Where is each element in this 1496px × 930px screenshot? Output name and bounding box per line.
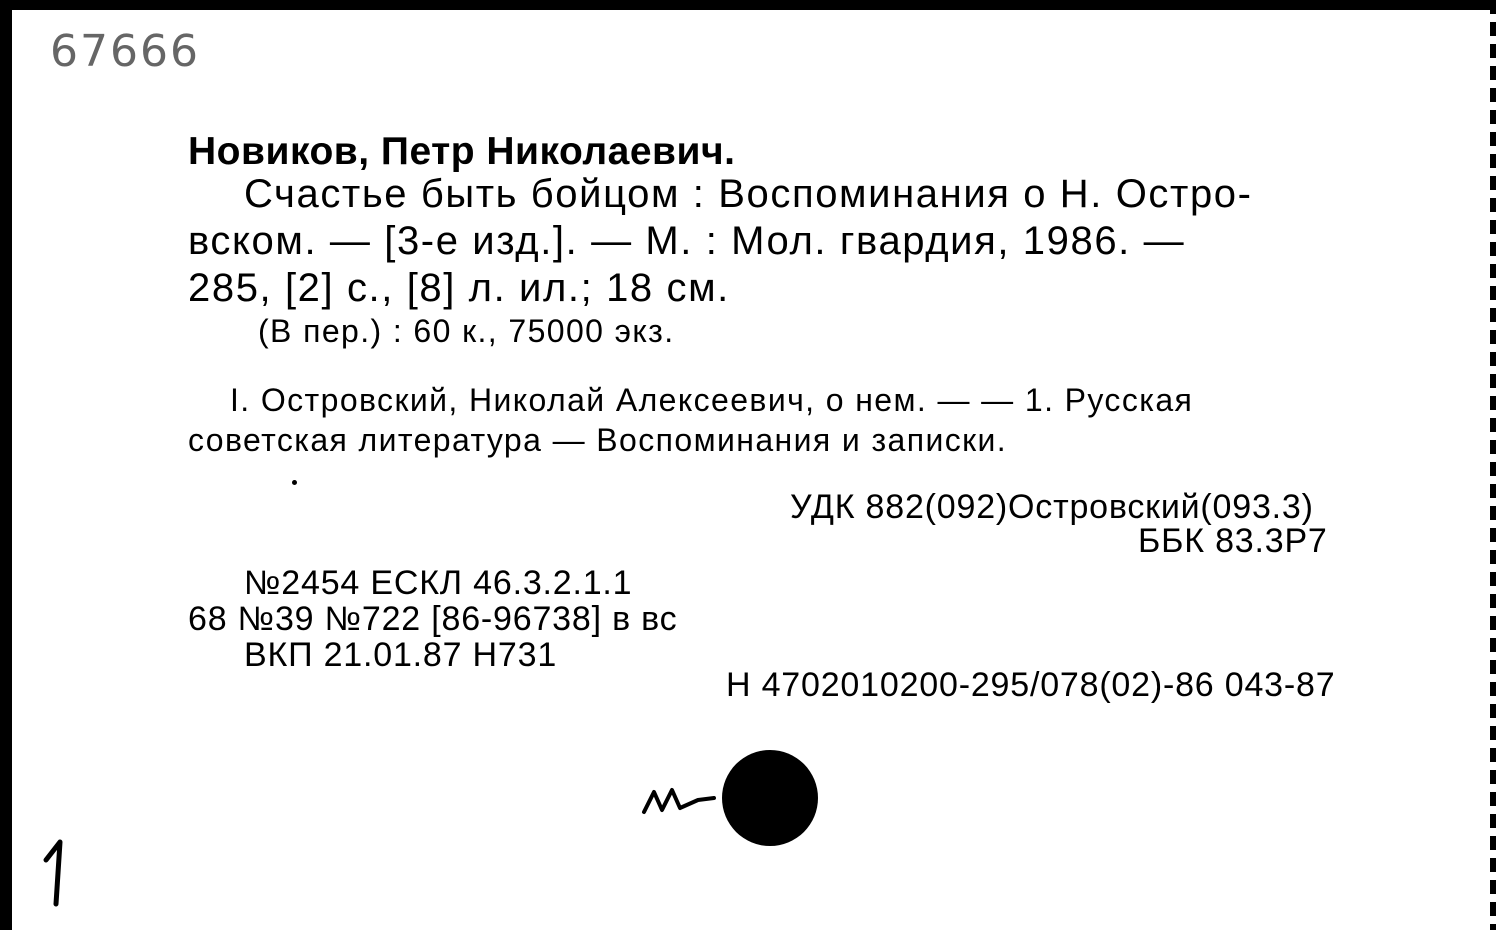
subject-line-1: I. Островский, Николай Алексеевич, о нем. — — 1. Русская xyxy=(230,382,1194,418)
card-edge-top xyxy=(0,0,1496,10)
price-line: (В пер.) : 60 к., 75000 экз. xyxy=(258,313,675,349)
subject-line-2: советская литература — Воспоминания и записки. xyxy=(188,422,1008,458)
ink-speck xyxy=(292,480,297,485)
register-line-2: 68 №39 №722 [86-96738] в вс xyxy=(188,600,678,638)
author-heading: Новиков, Петр Николаевич. xyxy=(188,130,736,173)
udk-index: УДК 882(092)Островский(093.3) xyxy=(790,488,1314,526)
title-line-1: Счастье быть бойцом : Воспоминания о Н. Остро- xyxy=(244,172,1253,216)
handwritten-number-icon xyxy=(40,838,70,908)
isbn-code: Н 4702010200-295/078(02)-86 043-87 xyxy=(726,666,1336,704)
card-edge-left xyxy=(0,0,12,930)
inventory-stamp: 67666 xyxy=(50,26,200,77)
register-line-1: №2454 ЕСКЛ 46.3.2.1.1 xyxy=(244,564,633,602)
title-line-3: 285, [2] с., [8] л. ил.; 18 см. xyxy=(188,266,730,310)
card-edge-right xyxy=(1490,0,1496,930)
title-line-2: вском. — [3-е изд.]. — М. : Мол. гвардия, 1986. — xyxy=(188,219,1186,263)
punch-hole-dot xyxy=(722,750,818,846)
register-line-3: ВКП 21.01.87 Н731 xyxy=(244,636,558,674)
bbk-index: ББК 83.3Р7 xyxy=(1138,522,1328,560)
handwritten-mark-icon xyxy=(640,778,720,818)
